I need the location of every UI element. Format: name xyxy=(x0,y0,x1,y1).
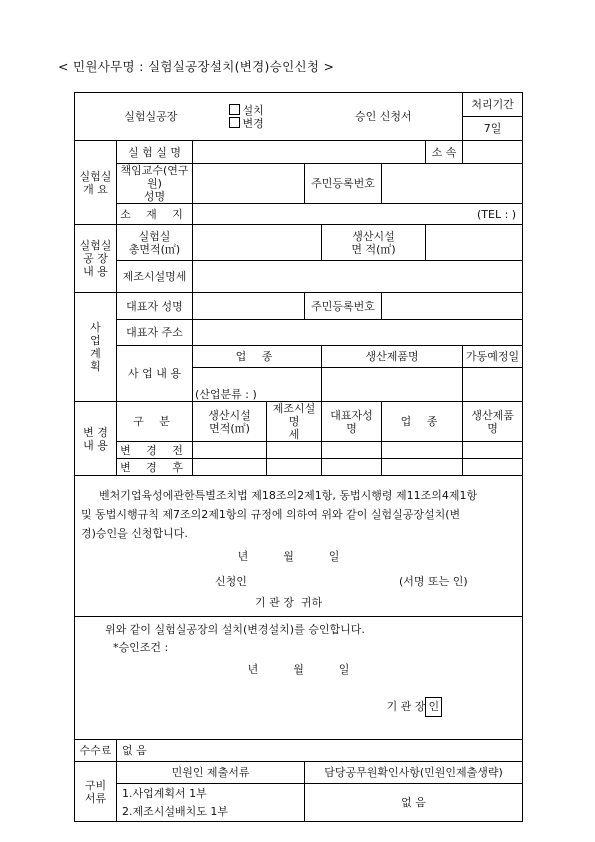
after-products-cell[interactable] xyxy=(463,459,523,476)
after-facility-cell[interactable] xyxy=(267,459,322,476)
form-title-name: 실험실공장 xyxy=(75,93,227,141)
products-label: 생산제품명 xyxy=(322,346,463,368)
approval-condition[interactable]: *승인조건 : xyxy=(113,641,169,654)
declaration-text-2: 및 동법시행규칙 제7조의2제1항의 규정에 의하여 위와 같이 실험실공장설치(변 xyxy=(81,508,461,521)
lab-factory-group: 실험실 공 장 내 용 xyxy=(75,225,117,293)
professor-field[interactable] xyxy=(193,164,305,204)
declaration-date[interactable]: 년 월 일 xyxy=(237,550,340,563)
official-check-value: 없 음 xyxy=(305,784,523,822)
change-products-header: 생산제품 명 xyxy=(463,402,523,442)
category-header: 구 분 xyxy=(117,402,193,442)
civil-documents-header: 민원인 제출서류 xyxy=(117,762,305,784)
after-rep-cell[interactable] xyxy=(322,459,382,476)
before-row-label: 변 경 전 xyxy=(117,442,193,459)
facility-spec-label: 제조시설명세 xyxy=(117,261,193,293)
application-form xyxy=(74,92,523,822)
after-row-label: 변 경 후 xyxy=(117,459,193,476)
processing-period-label: 처리기간 xyxy=(463,93,523,117)
lab-name-field[interactable] xyxy=(193,141,426,164)
rep-name-field[interactable] xyxy=(193,293,305,320)
addressee: 기 관 장 귀하 xyxy=(254,596,323,609)
applicant-label: 신청인 xyxy=(215,575,247,588)
option-change[interactable]: 변경 xyxy=(229,117,303,130)
rep-address-field[interactable] xyxy=(193,320,523,346)
changes-group: 변 경 내 용 xyxy=(75,402,117,476)
title-options xyxy=(227,93,305,141)
approval-authority-line xyxy=(81,679,516,735)
affiliation-field[interactable] xyxy=(463,141,523,164)
fee-value: 없 음 xyxy=(117,740,523,762)
change-checkbox[interactable] xyxy=(229,117,240,128)
approval-date[interactable]: 년 월 일 xyxy=(247,663,350,676)
rep-name-label: 대표자 성명 xyxy=(117,293,193,320)
facility-spec-field[interactable] xyxy=(193,261,523,293)
rep-address-label: 대표자 주소 xyxy=(117,320,193,346)
page-heading: < 민원사무명 : 실험실공장설치(변경)승인신청 > xyxy=(58,59,335,74)
approval-authority: 기 관 장 xyxy=(386,700,426,713)
approval-text: 위와 같이 실험실공장의 설치(변경설치)를 승인합니다. xyxy=(105,623,365,636)
option-install[interactable]: 설치 xyxy=(229,104,303,117)
before-facility-cell[interactable] xyxy=(267,442,322,459)
change-industry-header: 업 종 xyxy=(382,402,463,442)
document-item-1: 1.사업계획서 1부 xyxy=(122,786,207,800)
after-area-cell[interactable] xyxy=(193,459,267,476)
business-plan-group: 사 업 계 획 xyxy=(75,293,117,402)
applicant-line xyxy=(81,572,516,591)
affiliation-label: 소 속 xyxy=(426,141,463,164)
install-checkbox[interactable] xyxy=(229,104,240,115)
rep-resident-field[interactable] xyxy=(382,293,523,320)
change-area-header: 생산시설 면적(㎡) xyxy=(193,402,267,442)
rep-resident-label: 주민등록번호 xyxy=(305,293,382,320)
civil-documents-list xyxy=(117,784,305,822)
production-area-field[interactable] xyxy=(426,225,523,261)
business-content-label: 사 업 내 용 xyxy=(117,346,193,402)
signature-label[interactable]: (서명 또는 인) xyxy=(399,575,468,588)
fee-label: 수수료 xyxy=(75,740,117,762)
seal-mark: 인 xyxy=(425,697,442,717)
declaration-text-3: 경)승인을 신청합니다. xyxy=(81,527,188,540)
before-industry-cell[interactable] xyxy=(382,442,463,459)
before-rep-cell[interactable] xyxy=(322,442,382,459)
after-industry-cell[interactable] xyxy=(382,459,463,476)
processing-period-value: 7일 xyxy=(463,117,523,141)
operation-date-label: 가동예정일 xyxy=(463,346,523,368)
floor-area-label: 실험실 총면적(㎡) xyxy=(117,225,193,261)
industry-label: 업 종 xyxy=(193,346,322,368)
address-field[interactable]: (TEL : ) xyxy=(193,204,523,225)
lab-overview-group: 실험실 개 요 xyxy=(75,141,117,225)
floor-area-field[interactable] xyxy=(193,225,322,261)
before-products-cell[interactable] xyxy=(463,442,523,459)
operation-date-field[interactable] xyxy=(463,368,523,402)
approval-block xyxy=(75,617,523,740)
before-area-cell[interactable] xyxy=(193,442,267,459)
address-label: 소 재 지 xyxy=(117,204,193,225)
industry-field[interactable]: (산업분류 : ) xyxy=(193,368,322,402)
document-item-2: 2.제조시설배치도 1부 xyxy=(122,804,228,818)
change-rep-header: 대표자성 명 xyxy=(322,402,382,442)
resident-number-field[interactable] xyxy=(382,164,523,204)
declaration-block xyxy=(75,476,523,617)
documents-label: 구비 서류 xyxy=(75,762,117,822)
production-area-label: 생산시설 면 적(㎡) xyxy=(322,225,426,261)
professor-label: 책임교수(연구원) 성명 xyxy=(117,164,193,204)
change-facility-header: 제조시설명 세 xyxy=(267,402,322,442)
lab-name-label: 실 험 실 명 xyxy=(117,141,193,164)
declaration-text-1: 벤처기업육성에관한특별조치법 제18조의2제1항, 동법시행령 제11조의4제1항 xyxy=(99,489,478,502)
form-title-suffix: 승인 신청서 xyxy=(305,93,463,141)
resident-number-label: 주민등록번호 xyxy=(305,164,382,204)
products-field[interactable] xyxy=(322,368,463,402)
official-check-header: 담당공무원확인사항(민원인제출생략) xyxy=(305,762,523,784)
